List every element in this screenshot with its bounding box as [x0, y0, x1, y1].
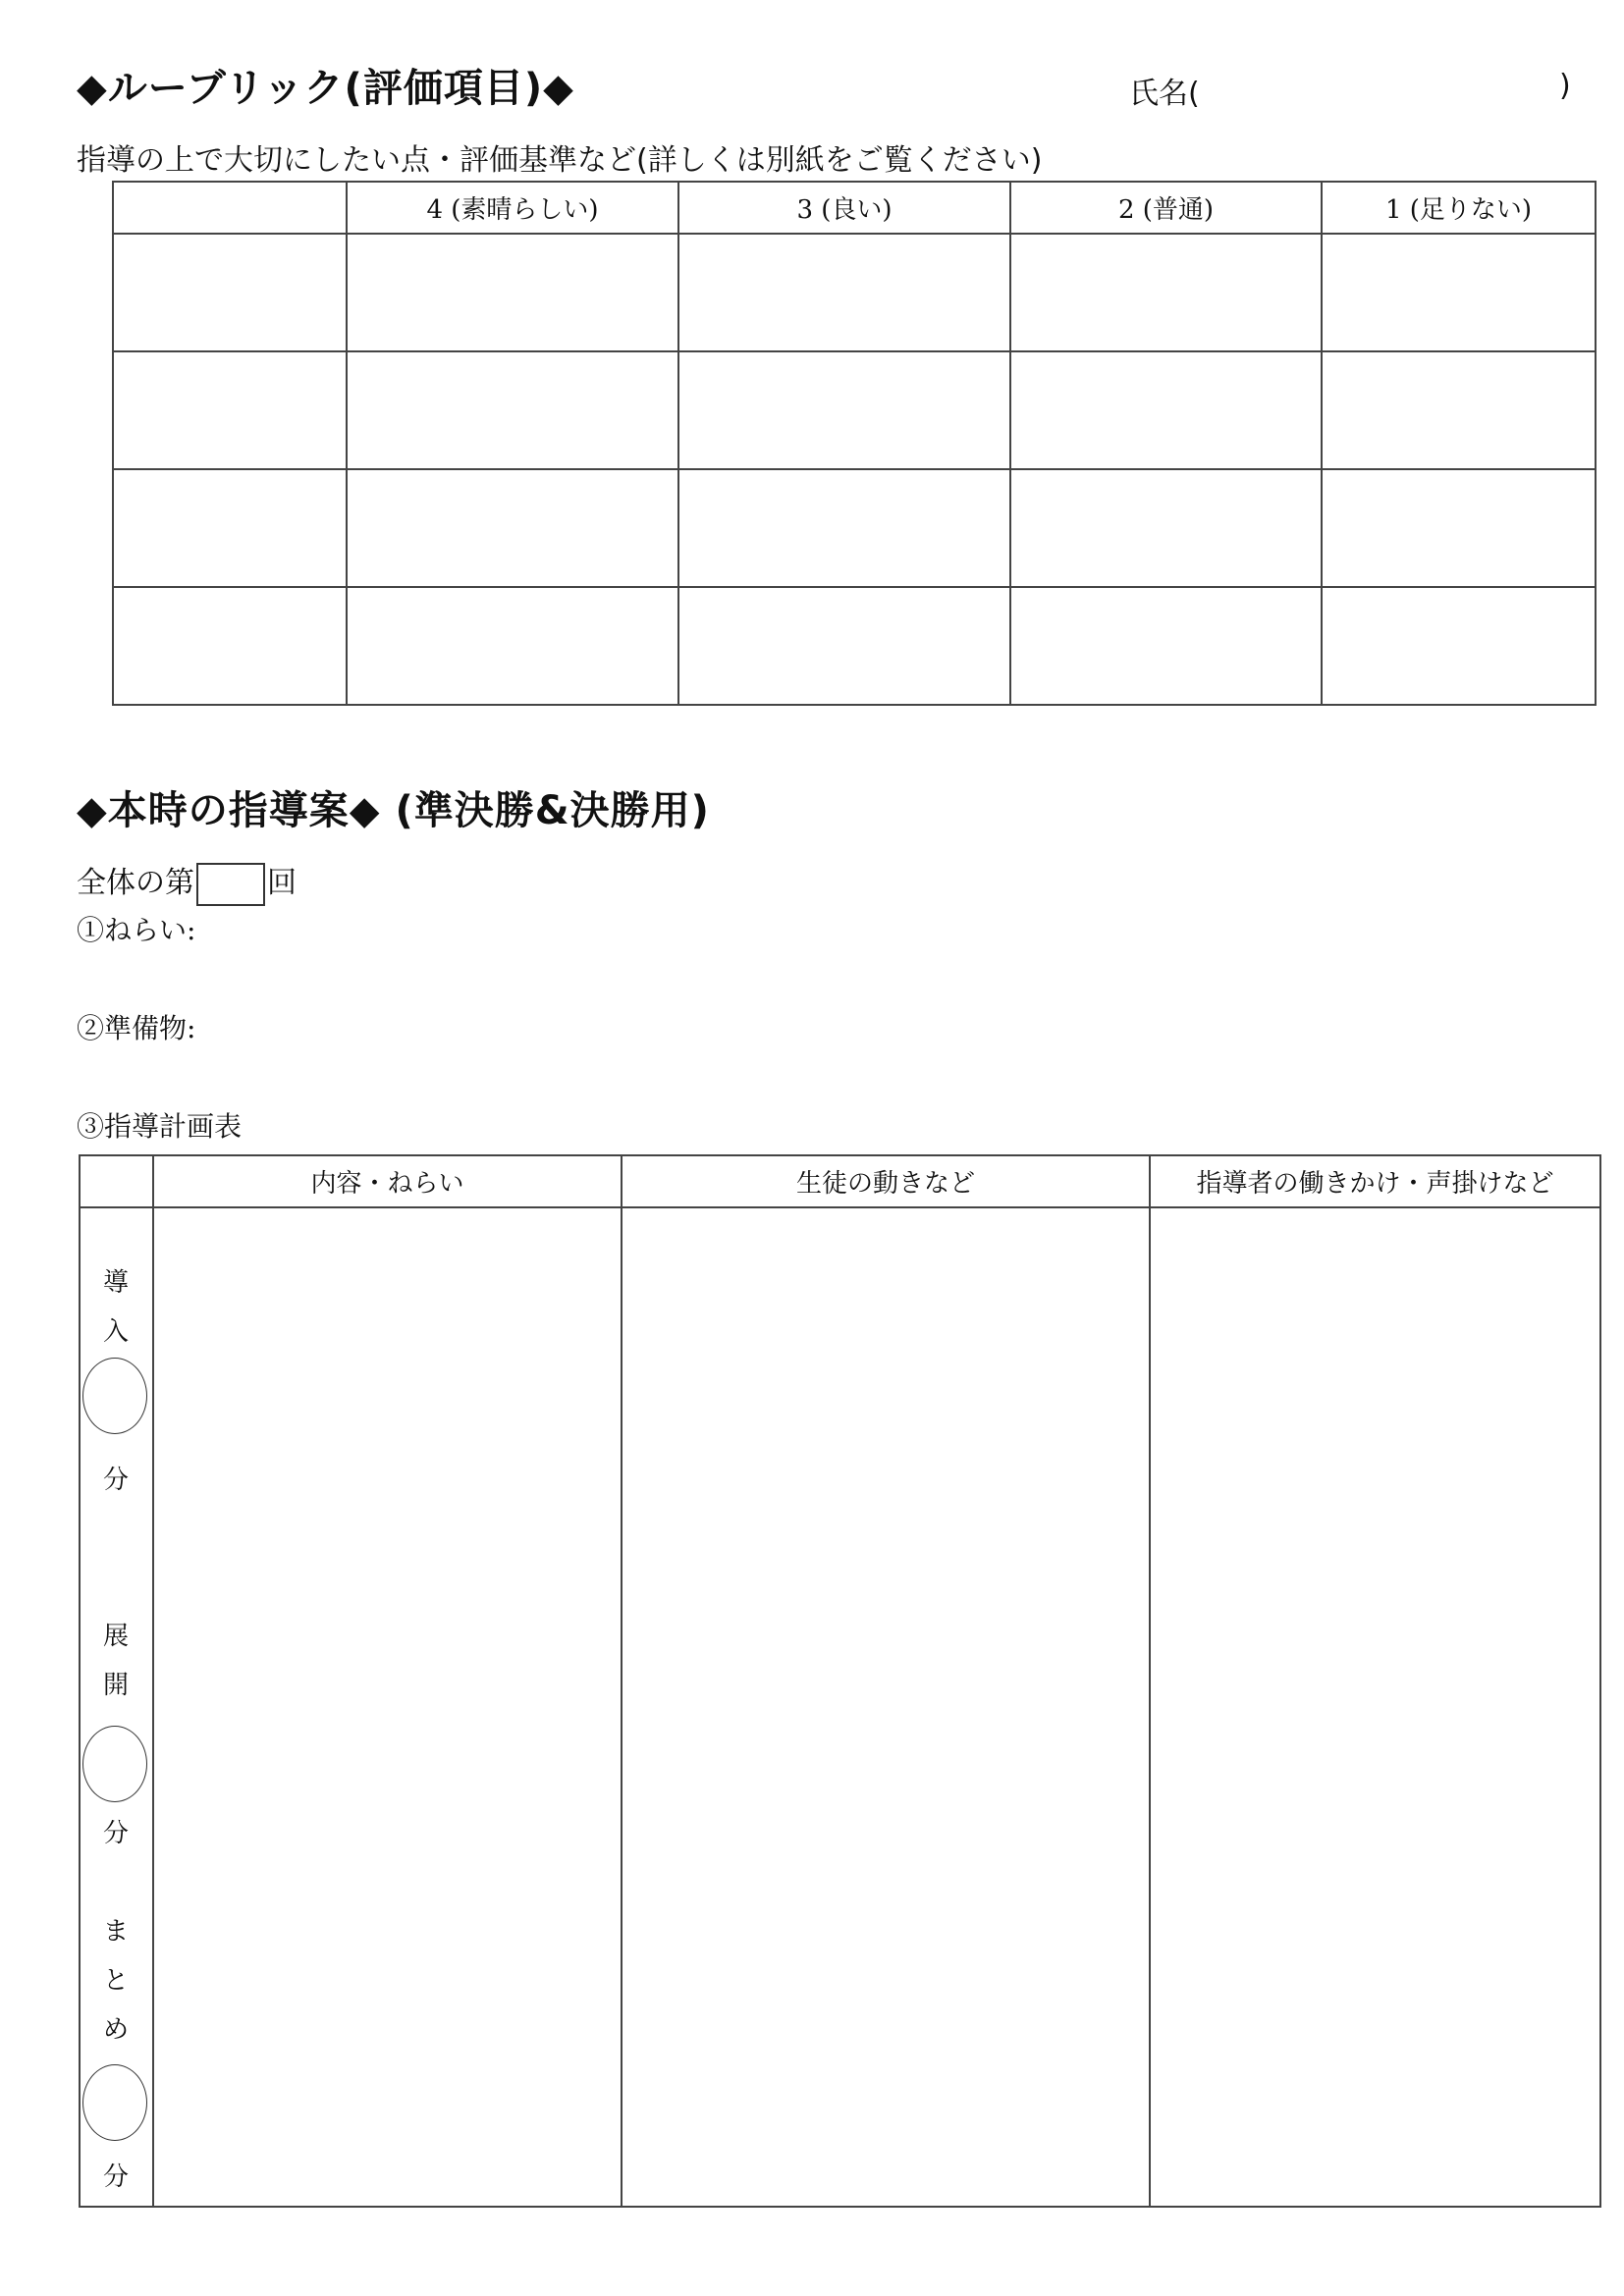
plan-header-content: 内容・ねらい — [153, 1155, 622, 1207]
rubric-cell[interactable] — [1322, 587, 1596, 705]
rubric-cell[interactable] — [347, 234, 678, 351]
rubric-cell[interactable] — [1322, 234, 1596, 351]
rubric-row — [113, 351, 1596, 469]
aim-label: ①ねらい: — [77, 914, 196, 946]
content-aim-cell[interactable] — [153, 1207, 622, 2207]
phase-summary-char-2: と — [102, 1966, 129, 1996]
rubric-cell[interactable] — [113, 587, 347, 705]
plan-header-phase — [80, 1155, 153, 1207]
student-activity-cell[interactable] — [622, 1207, 1150, 2207]
rubric-header-3: 3 (良い) — [678, 182, 1010, 234]
rubric-row — [113, 469, 1596, 587]
rubric-cell[interactable] — [678, 587, 1010, 705]
phase-development-char-1: 展 — [102, 1622, 129, 1651]
development-minute-unit: 分 — [102, 1819, 129, 1848]
rubric-cell[interactable] — [1322, 351, 1596, 469]
name-label: 氏名( — [1129, 77, 1200, 111]
session-count-line — [77, 858, 297, 906]
rubric-header-4: 4 (素晴らしい) — [347, 182, 678, 234]
development-minutes-circle[interactable] — [82, 1726, 147, 1802]
plan-header-instructor: 指導者の働きかけ・声掛けなど — [1150, 1155, 1600, 1207]
phase-column — [80, 1207, 153, 2207]
rubric-cell[interactable] — [1010, 351, 1322, 469]
rubric-cell[interactable] — [347, 351, 678, 469]
rubric-cell[interactable] — [1010, 587, 1322, 705]
phase-summary-char-3: め — [102, 2015, 129, 2045]
rubric-cell[interactable] — [678, 351, 1010, 469]
session-number-box[interactable] — [196, 863, 265, 906]
rubric-header-1: 1 (足りない) — [1322, 182, 1596, 234]
rubric-row — [113, 234, 1596, 351]
rubric-row — [113, 587, 1596, 705]
rubric-header-row — [113, 182, 1596, 234]
session-suffix: 回 — [267, 866, 297, 900]
intro-minutes-circle[interactable] — [82, 1358, 147, 1434]
rubric-cell[interactable] — [347, 469, 678, 587]
plan-header-students: 生徒の動きなど — [622, 1155, 1150, 1207]
intro-minute-unit: 分 — [102, 1466, 129, 1495]
rubric-cell[interactable] — [113, 351, 347, 469]
rubric-cell[interactable] — [1010, 234, 1322, 351]
plan-table — [79, 1154, 1601, 2208]
rubric-cell[interactable] — [1010, 469, 1322, 587]
rubric-cell[interactable] — [678, 234, 1010, 351]
session-prefix: 全体の第 — [77, 866, 194, 900]
plan-table-label: ③指導計画表 — [77, 1110, 243, 1143]
name-field[interactable] — [1218, 67, 1542, 106]
name-close-paren: ) — [1559, 69, 1571, 103]
phase-summary-char-1: ま — [102, 1917, 129, 1947]
rubric-cell[interactable] — [1322, 469, 1596, 587]
plan-heading: ◆本時の指導案◆ (準決勝&決勝用) — [77, 788, 710, 833]
rubric-cell[interactable] — [113, 469, 347, 587]
materials-label: ②準備物: — [77, 1012, 196, 1044]
summary-minute-unit: 分 — [102, 2163, 129, 2192]
rubric-header-criteria — [113, 182, 347, 234]
instructor-action-cell[interactable] — [1150, 1207, 1600, 2207]
plan-header-row — [80, 1155, 1600, 1207]
rubric-heading: ◆ルーブリック(評価項目)◆ — [77, 66, 574, 111]
rubric-subtitle: 指導の上で大切にしたい点・評価基準など(詳しくは別紙をご覧ください) — [77, 143, 1043, 178]
rubric-cell[interactable] — [113, 234, 347, 351]
rubric-table — [112, 181, 1597, 706]
rubric-header-2: 2 (普通) — [1010, 182, 1322, 234]
phase-intro-char-1: 導 — [102, 1268, 129, 1298]
phase-development-char-2: 開 — [102, 1671, 129, 1700]
plan-body-row — [80, 1207, 1600, 2207]
rubric-cell[interactable] — [678, 469, 1010, 587]
rubric-cell[interactable] — [347, 587, 678, 705]
phase-intro-char-2: 入 — [102, 1317, 129, 1347]
summary-minutes-circle[interactable] — [82, 2064, 147, 2141]
